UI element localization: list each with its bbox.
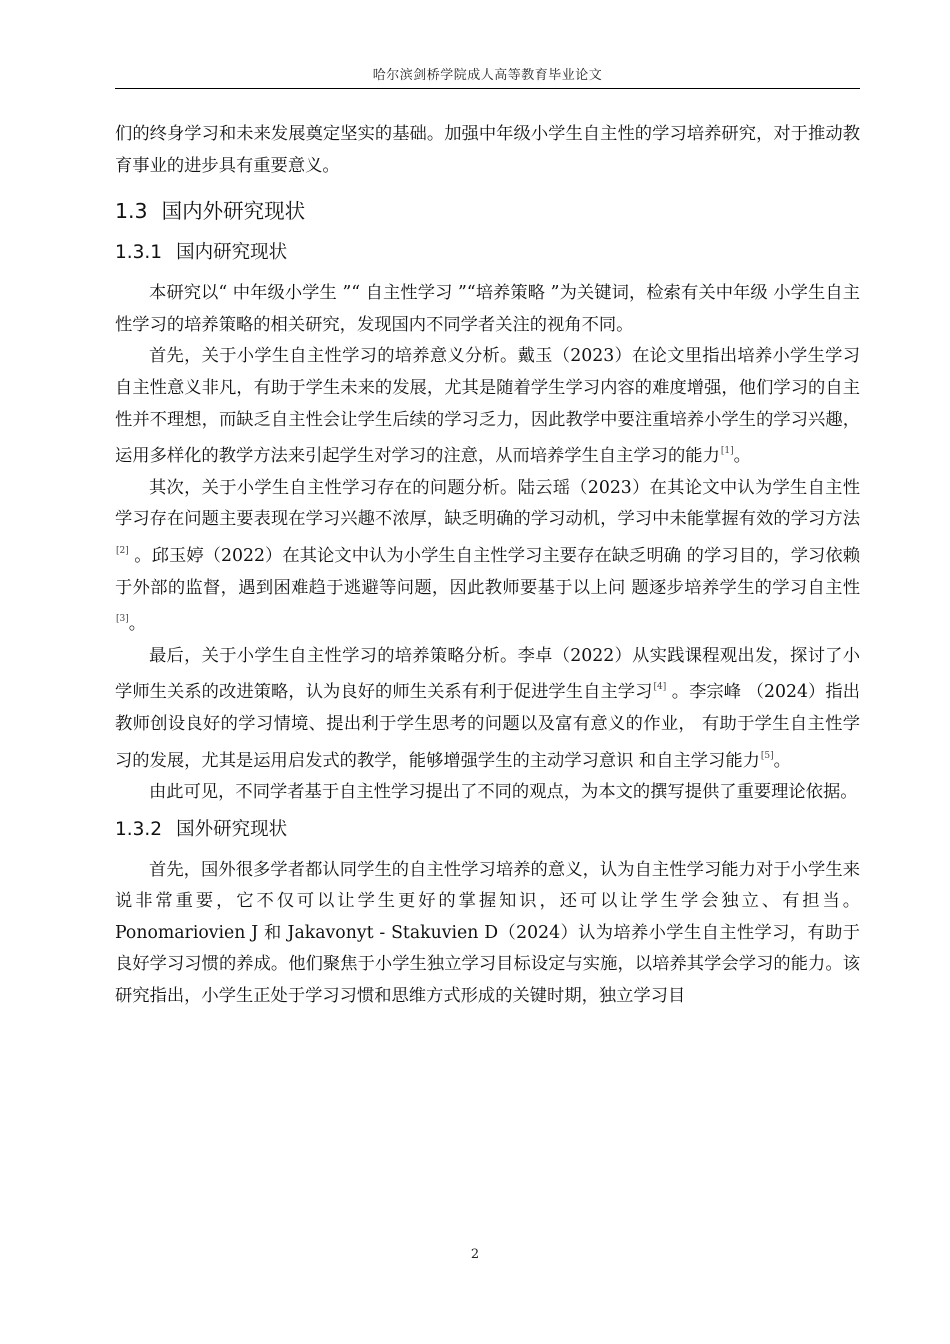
intro-paragraph: 们的终身学习和未来发展奠定坚实的基础。加强中年级小学生自主性的学习培养研究，对于推动教育事业的进步具有重要意义。 (115, 124, 860, 176)
subsection-number: 1.3.1 (115, 242, 163, 264)
domestic-paragraph-2 (115, 341, 860, 472)
citation-ref: [2] (116, 545, 129, 556)
paragraph-end: 。 (128, 614, 147, 635)
section-heading-1-3-1 (115, 238, 860, 268)
citation-ref: [5] (760, 750, 774, 761)
running-header: 哈尔滨剑桥学院成人高等教育毕业论文 (372, 68, 603, 83)
paragraph-text: 首先，关于小学生自主性学习的培养意义分析。戴玉（2023）在论文里指出培养小学生学习自主性意义非凡，有助于学生未来的发展，尤其是随着学生学习内容的难度增强，他们学习的自主性并不理想，而缺乏自主性会让学生后续的学习乏力，因此教学中要注重培养小学生的学习兴趣，运用多样化的教学方法来引起学生对学习的注意，从而培养学生自主学习的能力 (115, 346, 860, 467)
citation-ref: [4] (653, 682, 667, 693)
domestic-paragraph-5: 由此可见，不同学者基于自主性学习提出了不同的观点，为本文的撰写提供了重要理论依据。 (149, 782, 858, 803)
paragraph-text: 其次，关于小学生自主性学习存在的问题分析。陆云瑶（2023）在其论文中认为学生自主性学习存在问题主要表现在学习兴趣不浓厚，缺乏明确的学习动机，学习中未能掌握有效的学习方法 (115, 477, 860, 530)
citation-ref: [3] (116, 614, 129, 625)
citation-ref: [1] (720, 446, 734, 457)
section-title: 国内外研究现状 (161, 199, 306, 224)
subsection-title: 国外研究现状 (176, 818, 288, 840)
domestic-paragraph-4 (115, 641, 860, 777)
page-body (115, 119, 860, 1013)
section-number: 1.3 (115, 199, 148, 224)
subsection-title: 国内研究现状 (176, 242, 288, 264)
foreign-paragraph-1: 首先，国外很多学者都认同学生的自主性学习培养的意义，认为自主性学习能力对于小学生来说非常重要，它不仅可以让学生更好的掌握知识，还可以让学生学会独立、有担当。Ponomariovien J 和 Jakavonyt - Stakuvien D（2024）认为培养小学生自主性学习，有助于良好学习习惯的养成。他们聚焦于小学生独立学习目标设定与实施，以培养其学会学习的能力。该研究指出，小学生正处于学习习惯和思维方式形成的关键时期，独立学习目 (115, 859, 860, 1007)
paragraph-end: 。 (733, 446, 751, 467)
section-heading-1-3-2 (115, 815, 860, 845)
paragraph-text: 最后，关于小学生自主性学习的培养策略分析。李卓（2022）从实践课程观出发，探讨了小学师生关系的改进策略，认为良好的师生关系有利于促进学生自主学习 (115, 645, 860, 703)
page-number: 2 (470, 1247, 480, 1262)
header-rule (115, 88, 860, 89)
domestic-paragraph-1: 本研究以“ 中年级小学生 ”“ 自主性学习 ”“培养策略 ”为关键词，检索有关中年级 小学生自主性学习的培养策略的相关研究，发现国内不同学者关注的视角不同。 (115, 283, 860, 335)
subsection-number: 1.3.2 (115, 818, 163, 840)
paragraph-end: 。 (773, 750, 791, 771)
domestic-paragraph-3 (115, 473, 860, 641)
paragraph-text: 。邱玉婷（2022）在其论文中认为小学生自主性学习主要存在缺乏明确 的学习目的，学习依赖于外部的监督，遇到困难趋于逃避等问题，因此教师要基于以上问 题逐步培养学生的学习自主性 (115, 545, 860, 598)
paragraph-text: 。李宗峰 （2024）指出教师创设良好的学习情境、提出利于学生思考的问题以及富有意义的作业， 有助于学生自主性学习的发展，尤其是运用启发式的教学，能够增强学生的主动学习意识 和自主学习能力 (115, 682, 860, 771)
section-heading-1-3 (115, 196, 860, 226)
